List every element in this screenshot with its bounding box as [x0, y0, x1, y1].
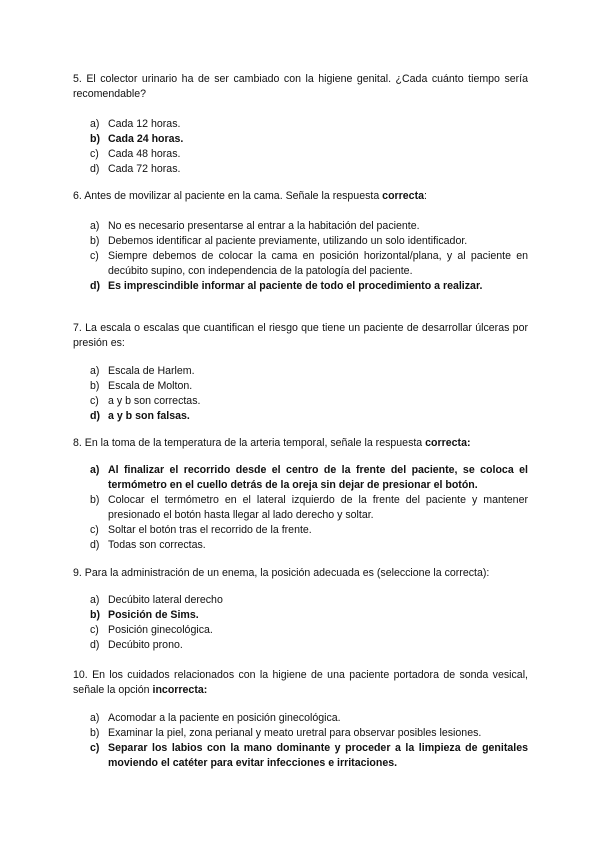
- question-9-option-d[interactable]: [90, 638, 528, 653]
- option-letter: d): [90, 163, 100, 175]
- question-10-option-b[interactable]: [90, 726, 528, 741]
- option-text: Cada 72 horas.: [108, 163, 181, 175]
- question-7-option-b[interactable]: [90, 379, 528, 394]
- option-letter: b): [90, 133, 100, 145]
- question-8-option-c[interactable]: [90, 523, 528, 538]
- stem-emphasis: correcta:: [425, 437, 471, 449]
- option-letter: d): [90, 280, 100, 292]
- question-6-option-c[interactable]: [90, 249, 528, 279]
- option-text: Cada 12 horas.: [108, 118, 181, 130]
- question-9-option-a[interactable]: [90, 593, 528, 608]
- option-letter: b): [90, 494, 100, 506]
- option-text: Soltar el botón tras el recorrido de la frente.: [108, 524, 312, 536]
- option-letter: a): [90, 365, 100, 377]
- question-5-option-c[interactable]: [90, 147, 528, 162]
- question-9-option-c[interactable]: [90, 623, 528, 638]
- option-text: a y b son falsas.: [108, 410, 190, 422]
- question-5-options: [90, 117, 528, 177]
- question-8-option-a[interactable]: [90, 463, 528, 493]
- option-letter: d): [90, 410, 100, 422]
- option-text: Escala de Harlem.: [108, 365, 195, 377]
- question-5-option-b[interactable]: [90, 132, 528, 147]
- question-6-option-d[interactable]: [90, 279, 528, 294]
- option-text: Examinar la piel, zona perianal y meato uretral para observar posibles lesiones.: [108, 727, 482, 739]
- option-letter: c): [90, 148, 99, 160]
- stem-text: 6. Antes de movilizar al paciente en la cama. Señale la respuesta: [73, 190, 383, 202]
- option-letter: c): [90, 742, 100, 754]
- stem-text: 8. En la toma de la temperatura de la arteria temporal, señale la respuesta: [73, 437, 426, 449]
- option-letter: c): [90, 624, 99, 636]
- option-text: Debemos identificar al paciente previamente, utilizando un solo identificador.: [108, 235, 468, 247]
- question-7-stem: 7. La escala o escalas que cuantifican el riesgo que tiene un paciente de desarrollar úlceras por presión es:: [73, 322, 528, 349]
- option-letter: d): [90, 639, 100, 651]
- question-6-stem: [73, 189, 528, 204]
- option-letter: a): [90, 220, 100, 232]
- question-5-option-d[interactable]: [90, 162, 528, 177]
- option-text: Posición de Sims.: [108, 609, 199, 621]
- option-letter: b): [90, 727, 100, 739]
- option-letter: c): [90, 524, 99, 536]
- option-text: Cada 24 horas.: [108, 133, 184, 145]
- option-text: Posición ginecológica.: [108, 624, 213, 636]
- question-8-option-b[interactable]: [90, 493, 528, 523]
- stem-text-end: :: [423, 190, 427, 202]
- option-text: Al finalizar el recorrido desde el centro de la frente del paciente, se coloca el termómetro en el cuello detrás de la oreja sin dejar de presionar el botón.: [108, 464, 528, 491]
- option-text: Es imprescindible informar al paciente de todo el procedimiento a realizar.: [108, 280, 483, 292]
- option-text: Acomodar a la paciente en posición ginecológica.: [108, 712, 341, 724]
- option-text: No es necesario presentarse al entrar a la habitación del paciente.: [108, 220, 420, 232]
- question-6-options: [90, 219, 528, 294]
- question-5-stem: 5. El colector urinario ha de ser cambiado con la higiene genital. ¿Cada cuánto tiempo sería recomendable?: [73, 73, 528, 100]
- stem-emphasis: correcta: [382, 190, 424, 202]
- option-text: Todas son correctas.: [108, 539, 206, 551]
- option-text: Separar los labios con la mano dominante y proceder a la limpieza de genitales moviendo el catéter para evitar infecciones e irritaciones.: [108, 742, 528, 769]
- question-8-options: [90, 463, 528, 553]
- option-letter: a): [90, 712, 100, 724]
- option-letter: d): [90, 539, 100, 551]
- option-letter: c): [90, 395, 99, 407]
- question-7-option-a[interactable]: [90, 364, 528, 379]
- stem-text: 10. En los cuidados relacionados con la higiene de una paciente portadora de sonda vesical, señale la opción: [73, 669, 528, 696]
- question-10-stem: [73, 668, 528, 698]
- question-9-option-b[interactable]: [90, 608, 528, 623]
- option-letter: a): [90, 594, 100, 606]
- question-6-option-a[interactable]: [90, 219, 528, 234]
- question-8-option-d[interactable]: [90, 538, 528, 553]
- option-text: Siempre debemos de colocar la cama en posición horizontal/plana, y al paciente en decúbito supino, con independencia de la patología del paciente.: [108, 250, 528, 277]
- option-letter: a): [90, 118, 100, 130]
- question-7-options: [90, 364, 528, 424]
- question-9-stem: 9. Para la administración de un enema, la posición adecuada es (seleccione la correcta):: [73, 567, 490, 579]
- option-text: Escala de Molton.: [108, 380, 193, 392]
- question-7-option-d[interactable]: [90, 409, 528, 424]
- option-letter: c): [90, 250, 99, 262]
- question-10-options: [90, 711, 528, 771]
- option-text: Cada 48 horas.: [108, 148, 181, 160]
- question-9-options: [90, 593, 528, 653]
- question-7-option-c[interactable]: [90, 394, 528, 409]
- question-5-option-a[interactable]: [90, 117, 528, 132]
- option-text: a y b son correctas.: [108, 395, 201, 407]
- question-10-option-c[interactable]: [90, 741, 528, 771]
- option-letter: b): [90, 235, 100, 247]
- option-text: Decúbito prono.: [108, 639, 183, 651]
- option-letter: b): [90, 380, 100, 392]
- option-text: Decúbito lateral derecho: [108, 594, 223, 606]
- option-letter: a): [90, 464, 100, 476]
- option-text: Colocar el termómetro en el lateral izquierdo de la frente del paciente y mantener presionado el botón hasta llegar al lado derecho y soltar.: [108, 494, 528, 521]
- option-letter: b): [90, 609, 100, 621]
- question-10-option-a[interactable]: [90, 711, 528, 726]
- question-6-option-b[interactable]: [90, 234, 528, 249]
- question-8-stem: [73, 436, 528, 451]
- stem-emphasis: incorrecta:: [152, 684, 208, 696]
